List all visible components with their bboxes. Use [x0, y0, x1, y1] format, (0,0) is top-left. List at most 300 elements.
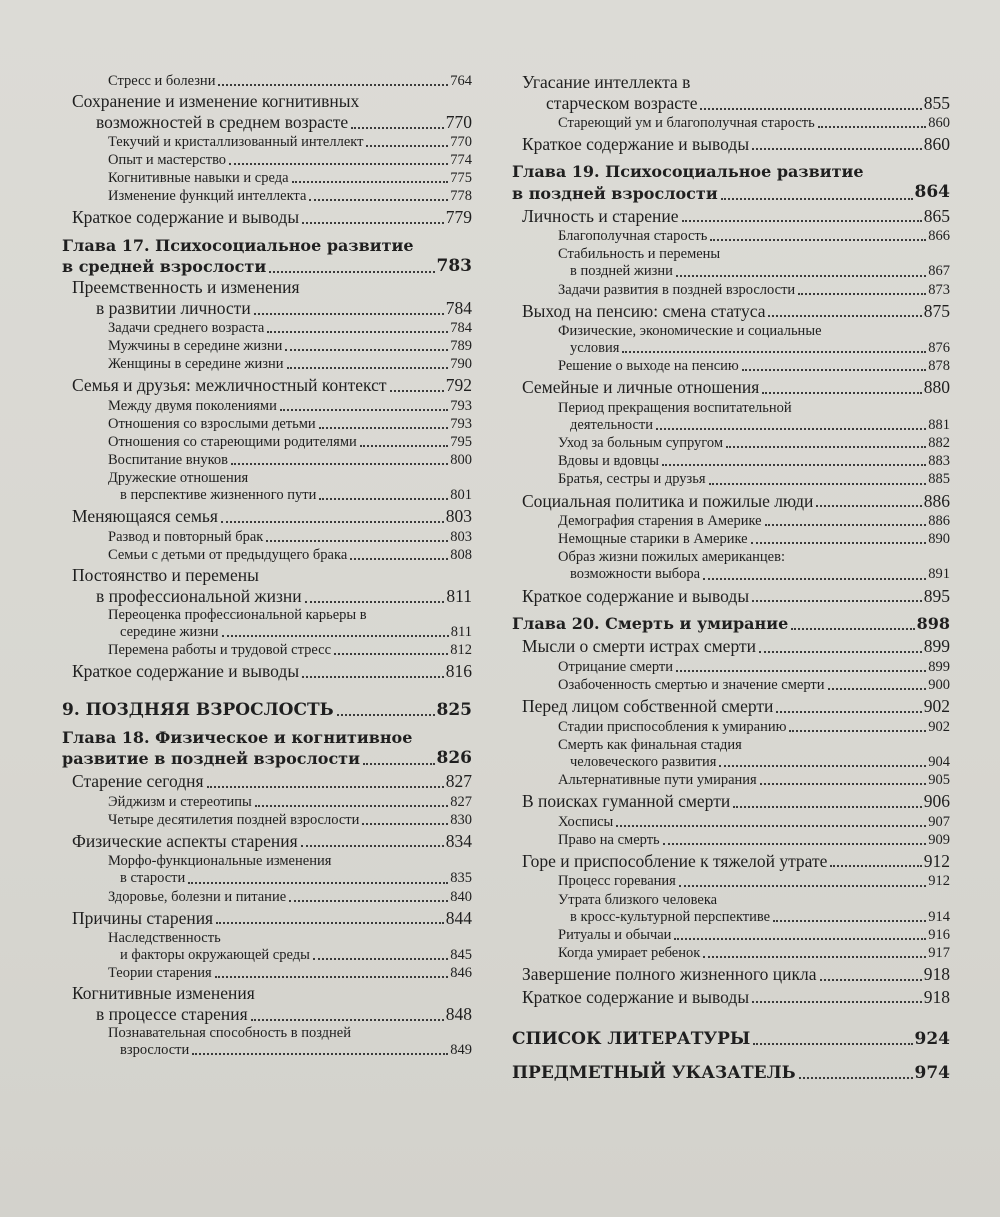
dot-leader: [351, 121, 444, 129]
toc-entry-title: деятельности: [570, 417, 654, 434]
toc-entry-title: Озабоченность смертью и значение смерти: [558, 676, 825, 693]
toc-entry: [62, 188, 472, 205]
dot-leader: [366, 139, 448, 147]
toc-entry-title: Опыт и мастерство: [108, 151, 227, 168]
toc-page-number: 904: [928, 753, 950, 770]
toc-page-number: 784: [450, 319, 472, 336]
toc-entry: [62, 277, 472, 298]
dot-leader: [218, 78, 448, 86]
toc-entry: [62, 170, 472, 187]
toc-page-number: 886: [928, 513, 950, 530]
toc-entry: [62, 320, 472, 337]
toc-page-number: 907: [928, 813, 950, 830]
toc-entry-title: Завершение полного жизненного цикла: [522, 963, 817, 984]
dot-leader: [301, 839, 444, 847]
dot-leader: [622, 345, 926, 353]
toc-page-number: 864: [914, 182, 950, 203]
dot-leader: [828, 682, 927, 690]
dot-leader: [254, 307, 444, 315]
toc-entry-title: Краткое содержание и выводы: [72, 660, 300, 681]
dot-leader: [292, 175, 449, 183]
toc-entry: [512, 435, 950, 452]
toc-entry: [62, 207, 472, 228]
toc-page-number: 811: [450, 623, 472, 640]
toc-entry-title: в развитии личности: [96, 298, 251, 319]
toc-page-number: 849: [450, 1042, 472, 1059]
toc-entry-title: Образ жизни пожилых американцев:: [558, 549, 785, 566]
dot-leader: [759, 645, 922, 653]
toc-entry-title: Когнитивные навыки и среда: [108, 169, 289, 186]
toc-entry-title: Демография старения в Америке: [558, 513, 762, 530]
toc-entry: [62, 452, 472, 469]
dot-leader: [820, 973, 922, 981]
toc-entry: [512, 927, 950, 944]
toc-entry-title: Задачи среднего возраста: [108, 319, 265, 336]
toc-entry: [62, 983, 472, 1004]
toc-entry-title: Смерть как финальная стадия: [558, 736, 742, 753]
toc-entry-title: в перспективе жизненного пути: [120, 487, 317, 504]
toc-entry: [62, 1025, 472, 1042]
toc-entry-title: Краткое содержание и выводы: [522, 133, 750, 154]
toc-entry: [62, 338, 472, 355]
toc-entry-title: Дружеские отношения: [108, 470, 249, 487]
dot-leader: [742, 363, 927, 371]
toc-entry-title: Угасание интеллекта в: [522, 72, 691, 92]
toc-entry-title: Постоянство и перемены: [72, 565, 259, 586]
dot-leader: [703, 572, 926, 580]
toc-page-number: 855: [923, 93, 950, 113]
toc-page-number: 902: [928, 718, 950, 735]
toc-entry-title: Мысли о смерти истрах смерти: [522, 636, 756, 657]
toc-entry: [512, 282, 950, 299]
toc-entry-title: Период прекращения воспитательной: [558, 400, 792, 417]
toc-page-number: 899: [923, 636, 950, 657]
toc-entry: [62, 586, 472, 607]
toc-entry-title: Семья и друзья: межличностный контекст: [72, 375, 387, 396]
toc-page-number: 811: [446, 586, 472, 607]
toc-entry: [62, 298, 472, 319]
toc-page-number: 918: [923, 963, 950, 984]
toc-page-number: 845: [450, 947, 472, 964]
toc-entry: [512, 228, 950, 245]
toc-page-number: 866: [928, 228, 950, 245]
toc-entry: [512, 182, 950, 203]
dot-leader: [791, 622, 914, 630]
toc-entry: [512, 417, 950, 434]
toc-entry: [512, 614, 950, 634]
dot-leader: [337, 708, 435, 716]
toc-entry-title: в средней взрослости: [62, 257, 267, 277]
toc-page-number: 860: [923, 133, 950, 154]
toc-page-number: 909: [928, 831, 950, 848]
toc-entry: [512, 400, 950, 417]
toc-page-number: 846: [450, 965, 472, 982]
toc-page-number: 803: [445, 506, 472, 527]
dot-leader: [255, 799, 449, 807]
toc-entry-title: Воспитание внуков: [108, 452, 229, 469]
toc-page-number: 827: [445, 770, 472, 791]
toc-entry-title: Когда умирает ребенок: [558, 944, 701, 961]
toc-page-number: 906: [923, 790, 950, 811]
dot-leader: [679, 879, 926, 887]
toc-entry: [512, 115, 950, 132]
toc-entry-title: взрослости: [120, 1042, 190, 1059]
toc-page-number: 917: [928, 944, 950, 961]
toc-entry: [62, 853, 472, 870]
toc-page-number: 873: [928, 281, 950, 298]
toc-entry-title: в поздней взрослости: [512, 183, 718, 203]
toc-entry-title: в кросс-культурной перспективе: [570, 908, 771, 925]
toc-entry: [62, 134, 472, 151]
dot-leader: [221, 515, 444, 523]
toc-page-number: 883: [928, 453, 950, 470]
toc-entry-title: Четыре десятилетия поздней взрослости: [108, 811, 360, 828]
toc-page-number: 878: [928, 358, 950, 375]
toc-entry-title: возможности выбора: [570, 566, 701, 583]
toc-entry-title: Выход на пенсию: смена статуса: [522, 300, 766, 321]
toc-entry-title: Физические, экономические и социальные: [558, 323, 822, 340]
toc-page-number: 885: [928, 471, 950, 488]
toc-entry: [62, 1004, 472, 1025]
dot-leader: [313, 952, 448, 960]
toc-entry-title: Отношения со взрослыми детьми: [108, 415, 316, 432]
toc-entry: [62, 624, 472, 641]
toc-page-number: 800: [450, 452, 472, 469]
toc-entry-title: Отрицание смерти: [558, 658, 673, 675]
toc-entry-title: Причины старения: [72, 907, 214, 928]
dot-leader: [816, 499, 921, 507]
dot-leader: [762, 386, 921, 394]
toc-entry-title: Вдовы и вдовцы: [558, 453, 659, 470]
toc-page-number: 793: [450, 397, 472, 414]
toc-entry-title: Братья, сестры и друзья: [558, 471, 706, 488]
toc-page-number: 835: [450, 870, 472, 887]
toc-page-number: 834: [445, 830, 472, 851]
dot-leader: [773, 914, 926, 922]
toc-page-number: 905: [928, 771, 950, 788]
toc-entry-title: Глава 20. Смерть и умирание: [512, 614, 789, 634]
toc-page-number: 770: [445, 112, 472, 133]
toc-page-number: 890: [928, 531, 950, 548]
toc-page-number: 891: [928, 566, 950, 583]
dot-leader: [721, 192, 913, 200]
toc-entry-title: Процесс горевания: [558, 873, 676, 890]
dot-leader: [289, 894, 448, 902]
toc-entry: [62, 434, 472, 451]
dot-leader: [768, 309, 921, 317]
toc-entry: [62, 930, 472, 947]
toc-entry: [62, 506, 472, 527]
toc-page-number: 924: [914, 1029, 950, 1050]
toc-entry-title: Меняющаяся семья: [72, 506, 218, 527]
toc-page-number: 895: [923, 585, 950, 606]
toc-page-number: 808: [450, 546, 472, 563]
dot-leader: [710, 233, 926, 241]
dot-leader: [751, 536, 927, 544]
toc-page-number: 914: [928, 908, 950, 925]
dot-leader: [192, 1047, 448, 1055]
toc-entry-title: Здоровье, болезни и питание: [108, 888, 287, 905]
toc-page-number: 830: [450, 811, 472, 828]
toc-entry: [512, 909, 950, 926]
toc-page-number: 865: [923, 205, 950, 226]
toc-entry-title: Наследственность: [108, 930, 221, 947]
toc-entry-title: условия: [570, 340, 620, 357]
toc-page-number: 825: [436, 699, 472, 720]
dot-leader: [305, 595, 445, 603]
dot-leader: [752, 995, 922, 1003]
toc-page-number: 882: [928, 435, 950, 452]
toc-entry: [512, 696, 950, 717]
dot-leader: [287, 361, 449, 369]
toc-page-number: 803: [450, 528, 472, 545]
dot-leader: [216, 916, 444, 924]
dot-leader: [830, 859, 921, 867]
toc-page-number: 792: [445, 375, 472, 396]
dot-leader: [350, 552, 448, 560]
dot-leader: [703, 950, 926, 958]
toc-page-number: 876: [928, 340, 950, 357]
toc-entry-title: возможностей в среднем возрасте: [96, 112, 349, 133]
toc-entry-title: Горе и приспособление к тяжелой утрате: [522, 850, 828, 871]
toc-entry-title: Между двумя поколениями: [108, 397, 277, 414]
toc-entry-title: Сохранение и изменение когнитивных: [72, 91, 360, 112]
dot-leader: [360, 439, 448, 447]
toc-entry-title: Стресс и болезни: [108, 73, 216, 89]
dot-leader: [390, 384, 444, 392]
toc-page-number: 801: [450, 487, 472, 504]
dot-leader: [799, 1071, 913, 1079]
dot-leader: [776, 705, 921, 713]
toc-entry-title: Личность и старение: [522, 205, 679, 226]
toc-entry: [62, 152, 472, 169]
toc-entry: [62, 356, 472, 373]
toc-entry: [512, 549, 950, 566]
toc-entry-title: Краткое содержание и выводы: [522, 585, 750, 606]
toc-entry-title: Теории старения: [108, 965, 212, 982]
toc-entry: [62, 700, 472, 720]
toc-entry-title: Преемственность и изменения: [72, 277, 300, 298]
dot-leader: [266, 534, 448, 542]
toc-entry: [512, 491, 950, 512]
toc-entry: [62, 908, 472, 929]
toc-entry-title: Социальная политика и пожилые люди: [522, 490, 814, 511]
toc-entry: [512, 358, 950, 375]
toc-page-number: 764: [450, 73, 472, 89]
toc-page-number: 898: [916, 614, 950, 634]
toc-entry: [512, 851, 950, 872]
toc-entry-title: Глава 17. Психосоциальное развитие: [62, 235, 414, 255]
toc-entry-title: В поисках гуманной смерти: [522, 790, 731, 811]
toc-entry-title: Краткое содержание и выводы: [72, 207, 300, 228]
toc-entry-title: Альтернативные пути умирания: [558, 771, 757, 788]
toc-entry-title: Морфо-функциональные изменения: [108, 853, 332, 870]
dot-leader: [682, 214, 922, 222]
dot-leader: [207, 780, 444, 788]
toc-entry-title: Немощные старики в Америке: [558, 531, 748, 548]
toc-entry-title: Когнитивные изменения: [72, 983, 255, 1004]
dot-leader: [269, 265, 434, 273]
toc-entry-title: развитие в поздней взрослости: [62, 748, 360, 768]
toc-entry-title: в поздней жизни: [570, 263, 673, 280]
toc-entry: [62, 607, 472, 624]
toc-entry-title: Развод и повторный брак: [108, 528, 264, 545]
toc-page-number: 779: [445, 207, 472, 228]
dot-leader: [765, 518, 927, 526]
toc-entry: [512, 873, 950, 890]
toc-entry: [512, 323, 950, 340]
toc-entry-title: в старости: [120, 870, 186, 887]
dot-leader: [267, 325, 448, 333]
dot-leader: [719, 759, 926, 767]
dot-leader: [709, 477, 927, 485]
dot-leader: [251, 1013, 444, 1021]
dot-leader: [818, 120, 927, 128]
toc-entry: [62, 112, 472, 133]
toc-entry: [512, 832, 950, 849]
toc-page-number: 775: [450, 169, 472, 186]
dot-leader: [362, 817, 448, 825]
toc-entry-title: Благополучная старость: [558, 228, 708, 245]
toc-entry-title: 9. ПОЗДНЯЯ ВЗРОСЛОСТЬ: [62, 699, 334, 720]
toc-page-number: 900: [928, 676, 950, 693]
dot-leader: [798, 287, 926, 295]
toc-entry: [62, 416, 472, 433]
dot-leader: [302, 216, 444, 224]
dot-leader: [662, 458, 926, 466]
toc-page-number: 867: [928, 263, 950, 280]
toc-entry-title: Ритуалы и обычаи: [558, 926, 672, 943]
dot-leader: [676, 664, 926, 672]
toc-entry-title: Утрата близкого человека: [558, 891, 718, 908]
toc-entry-title: Хосписы: [558, 813, 614, 830]
dot-leader: [789, 724, 926, 732]
toc-entry: [512, 513, 950, 530]
toc-entry-title: старческом возрасте: [546, 93, 698, 113]
dot-leader: [656, 422, 926, 430]
toc-entry: [62, 728, 472, 748]
toc-entry: [512, 134, 950, 155]
dot-leader: [280, 403, 448, 411]
toc-page-number: 774: [450, 151, 472, 168]
toc-page-number: 881: [928, 417, 950, 434]
toc-entry-title: Перемена работы и трудовой стресс: [108, 641, 332, 658]
toc-page-number: 875: [923, 300, 950, 321]
toc-entry-title: Стареющий ум и благополучная старость: [558, 114, 815, 131]
toc-page-number: 840: [450, 888, 472, 905]
dot-leader: [229, 157, 448, 165]
toc-entry-title: в процессе старения: [96, 1004, 248, 1025]
toc-entry: [62, 375, 472, 396]
toc-entry: [512, 586, 950, 607]
toc-entry: [62, 794, 472, 811]
toc-entry-title: Познавательная способность в поздней: [108, 1025, 352, 1042]
toc-entry-title: человеческого развития: [570, 753, 717, 770]
dot-leader: [674, 932, 926, 940]
toc-page-number: 826: [436, 747, 472, 768]
toc-entry: [512, 636, 950, 657]
dot-leader: [760, 777, 927, 785]
dot-leader: [700, 102, 921, 110]
toc-page-number: 827: [450, 793, 472, 810]
toc-page-number: 860: [928, 114, 950, 131]
toc-entry: [512, 964, 950, 985]
dot-leader: [188, 876, 448, 884]
toc-entry-title: СПИСОК ЛИТЕРАТУРЫ: [512, 1029, 751, 1050]
toc-entry: [62, 870, 472, 887]
toc-entry: [62, 771, 472, 792]
toc-page-number: 899: [928, 658, 950, 675]
toc-page-number: 880: [923, 377, 950, 398]
toc-entry-title: Эйджизм и стереотипы: [108, 793, 252, 810]
dot-leader: [733, 800, 922, 808]
toc-page-number: 789: [450, 337, 472, 354]
dot-leader: [302, 670, 444, 678]
toc-entry-title: середине жизни: [120, 623, 219, 640]
toc-entry: [512, 892, 950, 909]
toc-page-number: 770: [450, 133, 472, 150]
toc-page-number: 902: [923, 696, 950, 717]
toc-entry: [62, 661, 472, 682]
toc-entry: [512, 453, 950, 470]
toc-entry: [512, 566, 950, 583]
toc-entry: [512, 677, 950, 694]
dot-leader: [309, 193, 448, 201]
toc-entry-title: Семейные и личные отношения: [522, 377, 760, 398]
toc-entry: [62, 398, 472, 415]
dot-leader: [752, 594, 922, 602]
toc-entry-title: Задачи развития в поздней взрослости: [558, 281, 796, 298]
toc-page-number: 844: [445, 907, 472, 928]
toc-entry: [512, 72, 950, 93]
dot-leader: [334, 647, 448, 655]
toc-entry: [512, 1063, 950, 1083]
toc-page-number: 816: [445, 660, 472, 681]
toc-entry: [512, 737, 950, 754]
toc-page-number: 783: [436, 255, 472, 276]
toc-entry-title: Решение о выходе на пенсию: [558, 358, 739, 375]
toc-entry: [512, 206, 950, 227]
toc-entry: [62, 487, 472, 504]
toc-entry-title: Женщины в середине жизни: [108, 355, 284, 372]
toc-entry: [62, 947, 472, 964]
toc-page-number: 812: [450, 641, 472, 658]
toc-entry: [512, 659, 950, 676]
toc-entry-title: Семьи с детьми от предыдущего брака: [108, 546, 348, 563]
dot-leader: [753, 1037, 912, 1045]
toc-page-number: 790: [450, 355, 472, 372]
toc-page-number: 778: [450, 188, 472, 205]
toc-entry: [512, 301, 950, 322]
toc-entry-title: Право на смерть: [558, 831, 660, 848]
toc-entry: [62, 642, 472, 659]
toc-entry: [512, 1029, 950, 1049]
toc-entry: [62, 529, 472, 546]
toc-page-number: 784: [445, 298, 472, 319]
toc-entry-title: Краткое содержание и выводы: [522, 986, 750, 1007]
dot-leader: [616, 819, 926, 827]
dot-leader: [319, 492, 448, 500]
toc-entry-title: Физические аспекты старения: [72, 830, 298, 851]
toc-page-number: 974: [914, 1063, 950, 1084]
toc-entry-title: Уход за больным супругом: [558, 435, 724, 452]
toc-page-number: 795: [450, 433, 472, 450]
toc-entry-title: Перед лицом собственной смерти: [522, 696, 774, 717]
toc-entry: [512, 471, 950, 488]
toc-entry: [62, 748, 472, 769]
dot-leader: [676, 269, 926, 277]
toc-entry-title: ПРЕДМЕТНЫЙ УКАЗАТЕЛЬ: [512, 1063, 796, 1084]
